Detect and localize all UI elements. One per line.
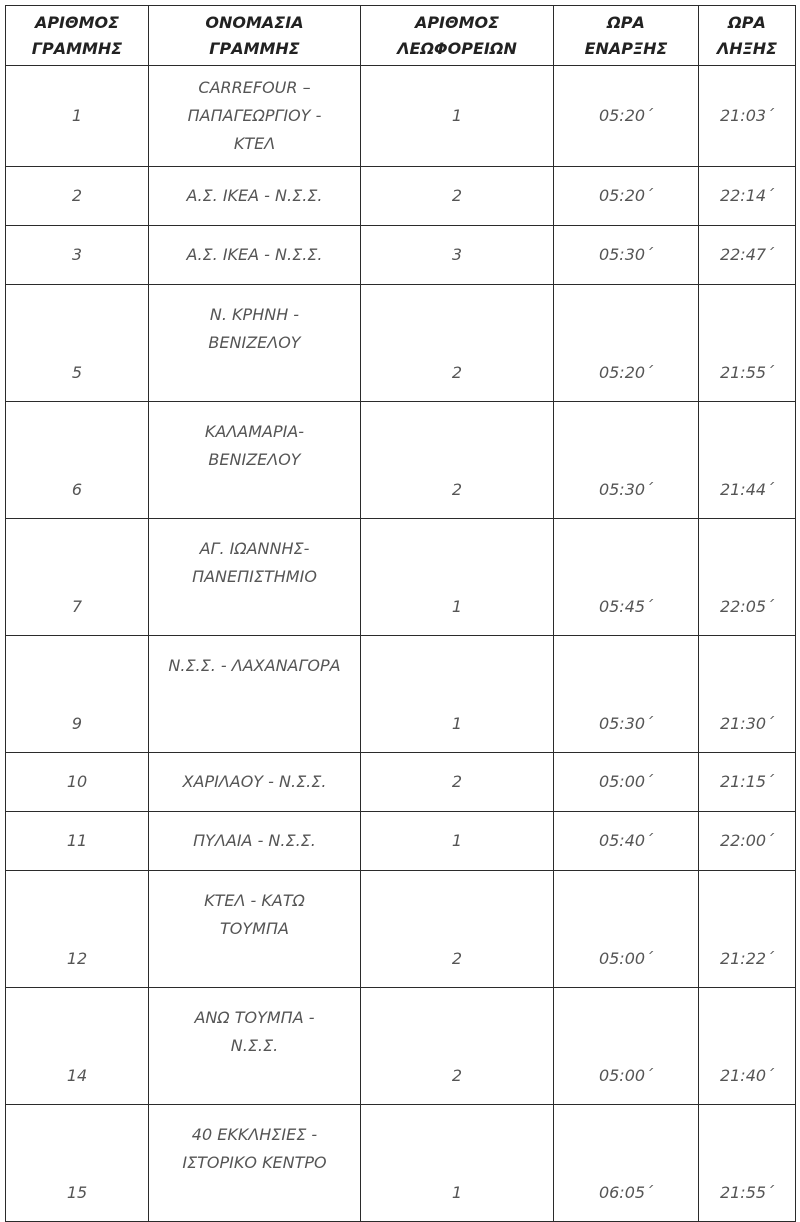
start-time-cell: 05:20΄ (554, 285, 699, 402)
line-number-cell: 2 (6, 167, 149, 226)
line-name-cell: Ν. ΚΡΗΝΗ - ΒΕΝΙΖΕΛΟΥ (149, 285, 361, 402)
line-number-cell: 6 (6, 402, 149, 519)
line-name-cell: ΚΑΛΑΜΑΡΙΑ- ΒΕΝΙΖΕΛΟΥ (149, 402, 361, 519)
end-time-cell: 21:40΄ (699, 988, 796, 1105)
bus-count-cell: 1 (361, 1105, 554, 1222)
table-row (6, 753, 796, 812)
table-row (6, 988, 796, 1105)
table-row (6, 1105, 796, 1222)
bus-count-cell: 1 (361, 812, 554, 871)
start-time-cell: 05:30΄ (554, 226, 699, 285)
table-row (6, 66, 796, 167)
line-number-cell: 3 (6, 226, 149, 285)
line-number-cell: 9 (6, 636, 149, 753)
header-start-time: ΩΡΑ ΕΝΑΡΞΗΣ (554, 6, 699, 66)
table-row (6, 871, 796, 988)
bus-count-cell: 1 (361, 66, 554, 167)
start-time-cell: 05:00΄ (554, 988, 699, 1105)
bus-count-cell: 2 (361, 988, 554, 1105)
line-number-cell: 7 (6, 519, 149, 636)
end-time-cell: 22:05΄ (699, 519, 796, 636)
line-number-cell: 14 (6, 988, 149, 1105)
line-number-cell: 1 (6, 66, 149, 167)
start-time-cell: 05:40΄ (554, 812, 699, 871)
line-number-cell: 10 (6, 753, 149, 812)
line-name-cell: ΚΤΕΛ - ΚΑΤΩ ΤΟΥΜΠΑ (149, 871, 361, 988)
start-time-cell: 05:30΄ (554, 402, 699, 519)
bus-count-cell: 2 (361, 285, 554, 402)
end-time-cell: 21:30΄ (699, 636, 796, 753)
bus-count-cell: 3 (361, 226, 554, 285)
table-row (6, 402, 796, 519)
line-number-cell: 12 (6, 871, 149, 988)
line-name-cell: ΑΝΩ ΤΟΥΜΠΑ - Ν.Σ.Σ. (149, 988, 361, 1105)
start-time-cell: 05:00΄ (554, 753, 699, 812)
table-row (6, 167, 796, 226)
header-line-name: ΟΝΟΜΑΣΙΑ ΓΡΑΜΜΗΣ (149, 6, 361, 66)
line-number-cell: 15 (6, 1105, 149, 1222)
end-time-cell: 21:03΄ (699, 66, 796, 167)
table-row (6, 519, 796, 636)
end-time-cell: 21:15΄ (699, 753, 796, 812)
line-number-cell: 11 (6, 812, 149, 871)
header-bus-count: ΑΡΙΘΜΟΣ ΛΕΩΦΟΡΕΙΩΝ (361, 6, 554, 66)
bus-count-cell: 2 (361, 167, 554, 226)
end-time-cell: 21:55΄ (699, 1105, 796, 1222)
table-row (6, 226, 796, 285)
line-number-cell: 5 (6, 285, 149, 402)
start-time-cell: 05:30΄ (554, 636, 699, 753)
bus-count-cell: 2 (361, 402, 554, 519)
table-row (6, 812, 796, 871)
header-end-time: ΩΡΑ ΛΗΞΗΣ (699, 6, 796, 66)
line-name-cell: CARREFOUR – ΠΑΠΑΓΕΩΡΓΙΟΥ - ΚΤΕΛ (149, 66, 361, 167)
table-header-row (6, 6, 796, 66)
line-name-cell: 40 ΕΚΚΛΗΣΙΕΣ - ΙΣΤΟΡΙΚΟ ΚΕΝΤΡΟ (149, 1105, 361, 1222)
end-time-cell: 21:22΄ (699, 871, 796, 988)
table-row (6, 636, 796, 753)
end-time-cell: 22:00΄ (699, 812, 796, 871)
end-time-cell: 21:55΄ (699, 285, 796, 402)
bus-count-cell: 1 (361, 519, 554, 636)
end-time-cell: 22:14΄ (699, 167, 796, 226)
line-name-cell: ΠΥΛΑΙΑ - Ν.Σ.Σ. (149, 812, 361, 871)
line-name-cell: ΑΓ. ΙΩΑΝΝΗΣ- ΠΑΝΕΠΙΣΤΗΜΙΟ (149, 519, 361, 636)
bus-count-cell: 2 (361, 871, 554, 988)
start-time-cell: 05:45΄ (554, 519, 699, 636)
line-name-cell: Ν.Σ.Σ. - ΛΑΧΑΝΑΓΟΡΑ (149, 636, 361, 753)
line-name-cell: Α.Σ. ΙΚΕΑ - Ν.Σ.Σ. (149, 167, 361, 226)
end-time-cell: 22:47΄ (699, 226, 796, 285)
start-time-cell: 05:20΄ (554, 66, 699, 167)
line-name-cell: Α.Σ. ΙΚΕΑ - Ν.Σ.Σ. (149, 226, 361, 285)
start-time-cell: 05:20΄ (554, 167, 699, 226)
bus-count-cell: 1 (361, 636, 554, 753)
line-name-cell: ΧΑΡΙΛΑΟΥ - Ν.Σ.Σ. (149, 753, 361, 812)
header-line-number: ΑΡΙΘΜΟΣ ΓΡΑΜΜΗΣ (6, 6, 149, 66)
bus-lines-table (5, 5, 796, 1222)
start-time-cell: 06:05΄ (554, 1105, 699, 1222)
bus-count-cell: 2 (361, 753, 554, 812)
table-row (6, 285, 796, 402)
end-time-cell: 21:44΄ (699, 402, 796, 519)
start-time-cell: 05:00΄ (554, 871, 699, 988)
